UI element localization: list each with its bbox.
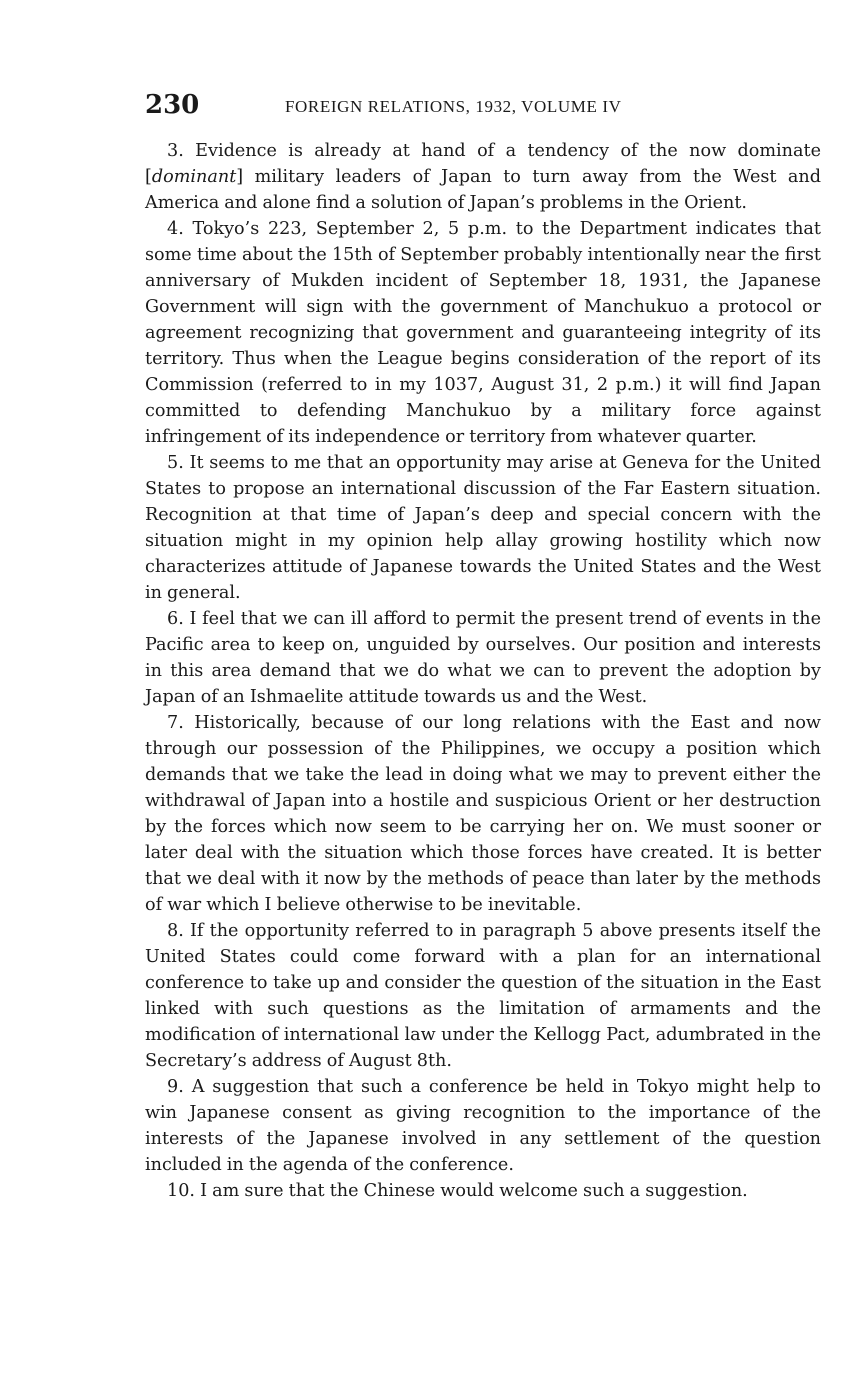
paragraph-3-text-after: ] military leaders of Japan to turn away from the West and America and alone find a solution of Japan’s problems in the Orient. xyxy=(145,167,821,213)
running-head xyxy=(145,88,821,128)
paragraph-5: 5. It seems to me that an opportunity may arise at Geneva for the United States to propose an international discussion of the Far Eastern situation. Recognition at that time of Japan’s deep and special concern with the situation might in my opinion help allay growing hostility which now characterizes attitude of Japanese towards the United States and the West in general. xyxy=(145,453,821,603)
paragraph-3 xyxy=(145,138,821,216)
paragraph-3-italic-correction: dominant xyxy=(151,167,237,187)
paragraph-8: 8. If the opportunity referred to in paragraph 5 above presents itself the United States could come forward with a plan for an international conference to take up and consider the question of the situation in the East linked with such questions as the limitation of armaments and the modification of international law under the Kellogg Pact, adumbrated in the Secretary’s address of August 8th. xyxy=(145,921,821,1071)
paragraph-7: 7. Historically, because of our long relations with the East and now through our possession of the Philippines, we occupy a position which demands that we take the lead in doing what we may to prevent either the withdrawal of Japan into a hostile and suspicious Orient or her destruction by the forces which now seem to be carrying her on. We must sooner or later deal with the situation which those forces have created. It is better that we deal with it now by the methods of peace than later by the methods of war which I believe otherwise to be inevitable. xyxy=(145,713,821,915)
paragraph-9: 9. A suggestion that such a conference be held in Tokyo might help to win Japanese consent as giving recognition to the importance of the interests of the Japanese involved in any settlement of the question included in the agenda of the conference. xyxy=(145,1077,821,1175)
paragraph-4: 4. Tokyo’s 223, September 2, 5 p.m. to the Department indicates that some time about the 15th of September probably intentionally near the first anniversary of Mukden incident of September 18, 1931, the Japanese Government will sign with the government of Manchukuo a protocol or agreement recognizing that government and guaranteeing integrity of its territory. Thus when the League begins consideration of the report of its Commission (referred to in my 1037, August 31, 2 p.m.) it will find Japan committed to defending Manchukuo by a military force against infringement of its independence or territory from whatever quarter. xyxy=(145,219,821,447)
paragraph-10: 10. I am sure that the Chinese would welcome such a suggestion. xyxy=(167,1181,748,1201)
running-title: FOREIGN RELATIONS, 1932, VOLUME IV xyxy=(285,97,622,116)
paragraph-6: 6. I feel that we can ill afford to permit the present trend of events in the Pacific area to keep on, unguided by ourselves. Our position and interests in this area demand that we do what we can to prevent the adoption by Japan of an Ishmaelite attitude towards us and the West. xyxy=(145,609,821,707)
document-page xyxy=(145,88,821,1204)
page-number: 230 xyxy=(145,90,200,120)
paragraph-3-text-before: 3. Evidence is already at hand of a tendency of the now dominate [ xyxy=(145,141,821,187)
